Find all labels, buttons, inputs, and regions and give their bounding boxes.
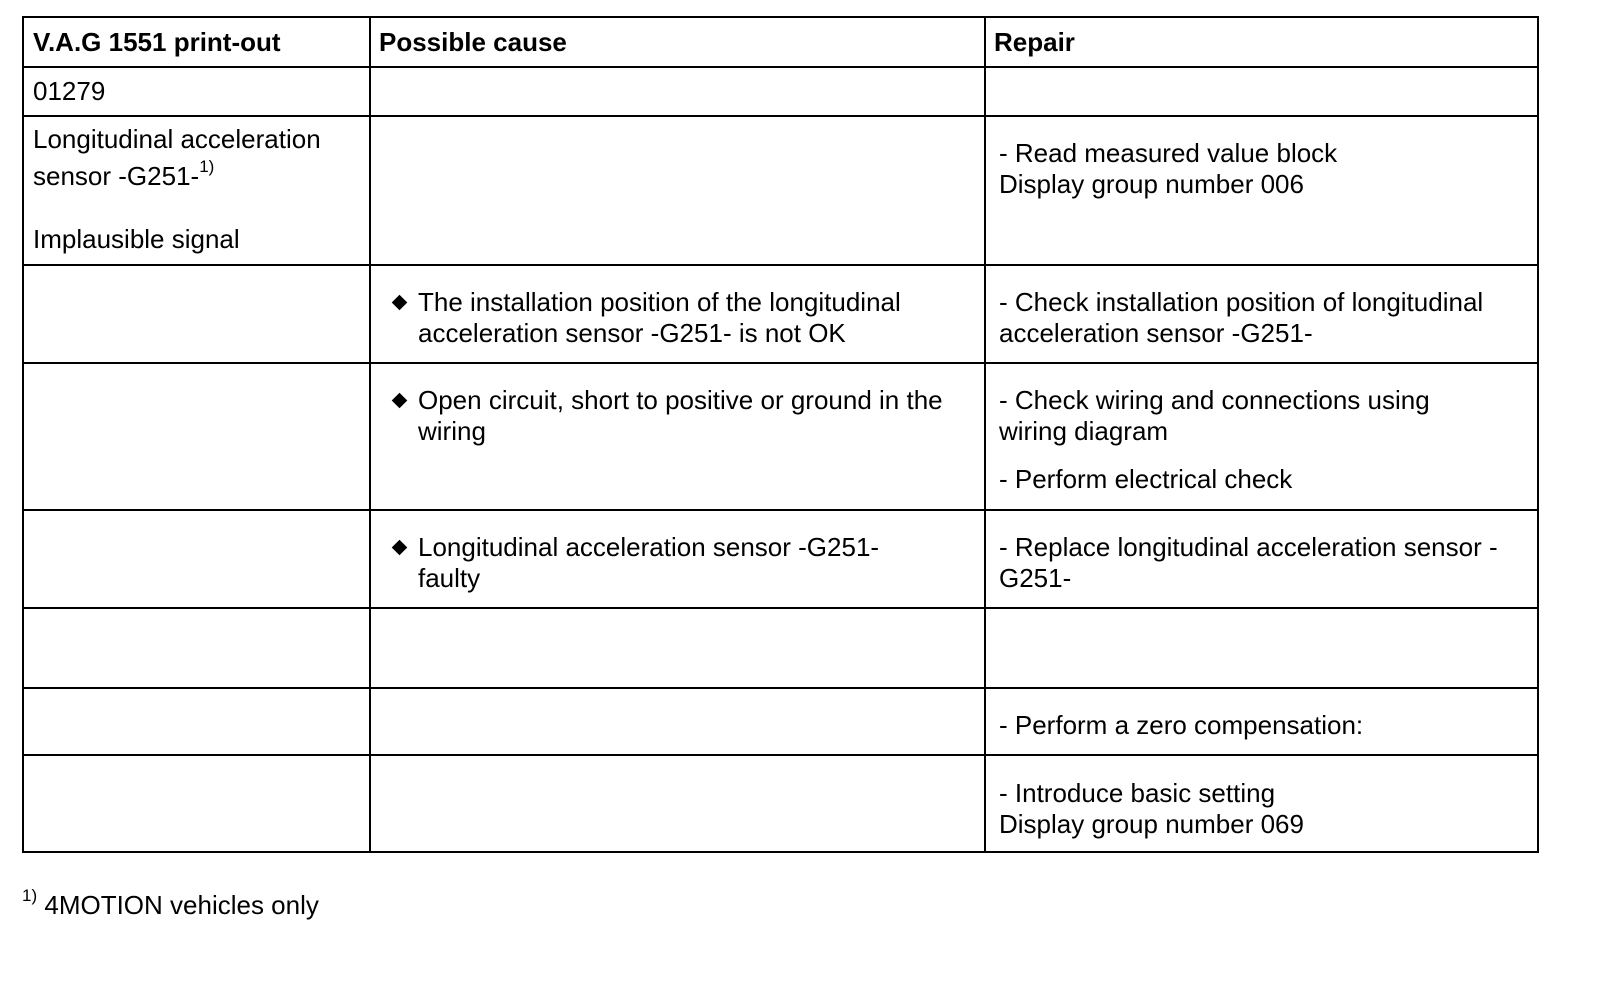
footnote-marker: 1): [22, 886, 38, 906]
installation-repair-line1: - Check installation position of longitudinal: [999, 287, 1484, 317]
basic-repair-line2: Display group number 069: [999, 809, 1304, 839]
bullet-icon: [392, 540, 408, 556]
fault-table: [22, 16, 1539, 853]
sensor-repair-line2: Display group number 006: [999, 169, 1304, 199]
header-repair: Repair: [994, 27, 1075, 57]
fault-code: 01279: [33, 76, 106, 106]
column-divider-2: [984, 18, 986, 851]
sensor-name-line2: [33, 157, 215, 192]
wiring-cause-line1: Open circuit, short to positive or ground in the: [418, 385, 943, 415]
installation-repair-line2: acceleration sensor -G251-: [999, 318, 1313, 348]
footnote-text: 4MOTION vehicles only: [44, 890, 319, 920]
faulty-repair-line1: - Replace longitudinal acceleration sensor -: [999, 532, 1498, 562]
column-divider-1: [369, 18, 371, 851]
footnote-reference: 1): [199, 157, 215, 177]
installation-cause-line1: The installation position of the longitudinal: [418, 287, 901, 317]
row-divider-faulty: [24, 607, 1537, 609]
sensor-name-line1: Longitudinal acceleration: [33, 124, 321, 154]
row-divider-header: [24, 66, 1537, 68]
wiring-repair-line1: - Check wiring and connections using: [999, 385, 1430, 415]
installation-cause-line2: acceleration sensor -G251- is not OK: [418, 318, 846, 348]
bullet-icon: [392, 295, 408, 311]
faulty-cause-line1: Longitudinal acceleration sensor -G251-: [418, 532, 880, 562]
header-cause: Possible cause: [379, 27, 567, 57]
row-divider-installation: [24, 362, 1537, 364]
basic-repair-line1: - Introduce basic setting: [999, 778, 1276, 808]
row-divider-empty: [24, 687, 1537, 689]
wiring-repair-line2: wiring diagram: [999, 416, 1169, 446]
wiring-cause-line2: wiring: [418, 416, 486, 446]
zero-repair-line1: - Perform a zero compensation:: [999, 710, 1364, 740]
sensor-repair-line1: - Read measured value block: [999, 138, 1338, 168]
bullet-icon: [392, 393, 408, 409]
row-divider-sensor: [24, 264, 1537, 266]
sensor-status: Implausible signal: [33, 224, 240, 254]
faulty-cause-line2: faulty: [418, 563, 481, 593]
sensor-name-text: sensor -G251-: [33, 161, 200, 191]
footnote: [22, 886, 319, 921]
wiring-repair-line3: - Perform electrical check: [999, 464, 1293, 494]
faulty-repair-line2: G251-: [999, 563, 1072, 593]
header-printout: V.A.G 1551 print-out: [33, 27, 281, 57]
row-divider-wiring: [24, 509, 1537, 511]
row-divider-zero: [24, 754, 1537, 756]
row-divider-code: [24, 115, 1537, 117]
